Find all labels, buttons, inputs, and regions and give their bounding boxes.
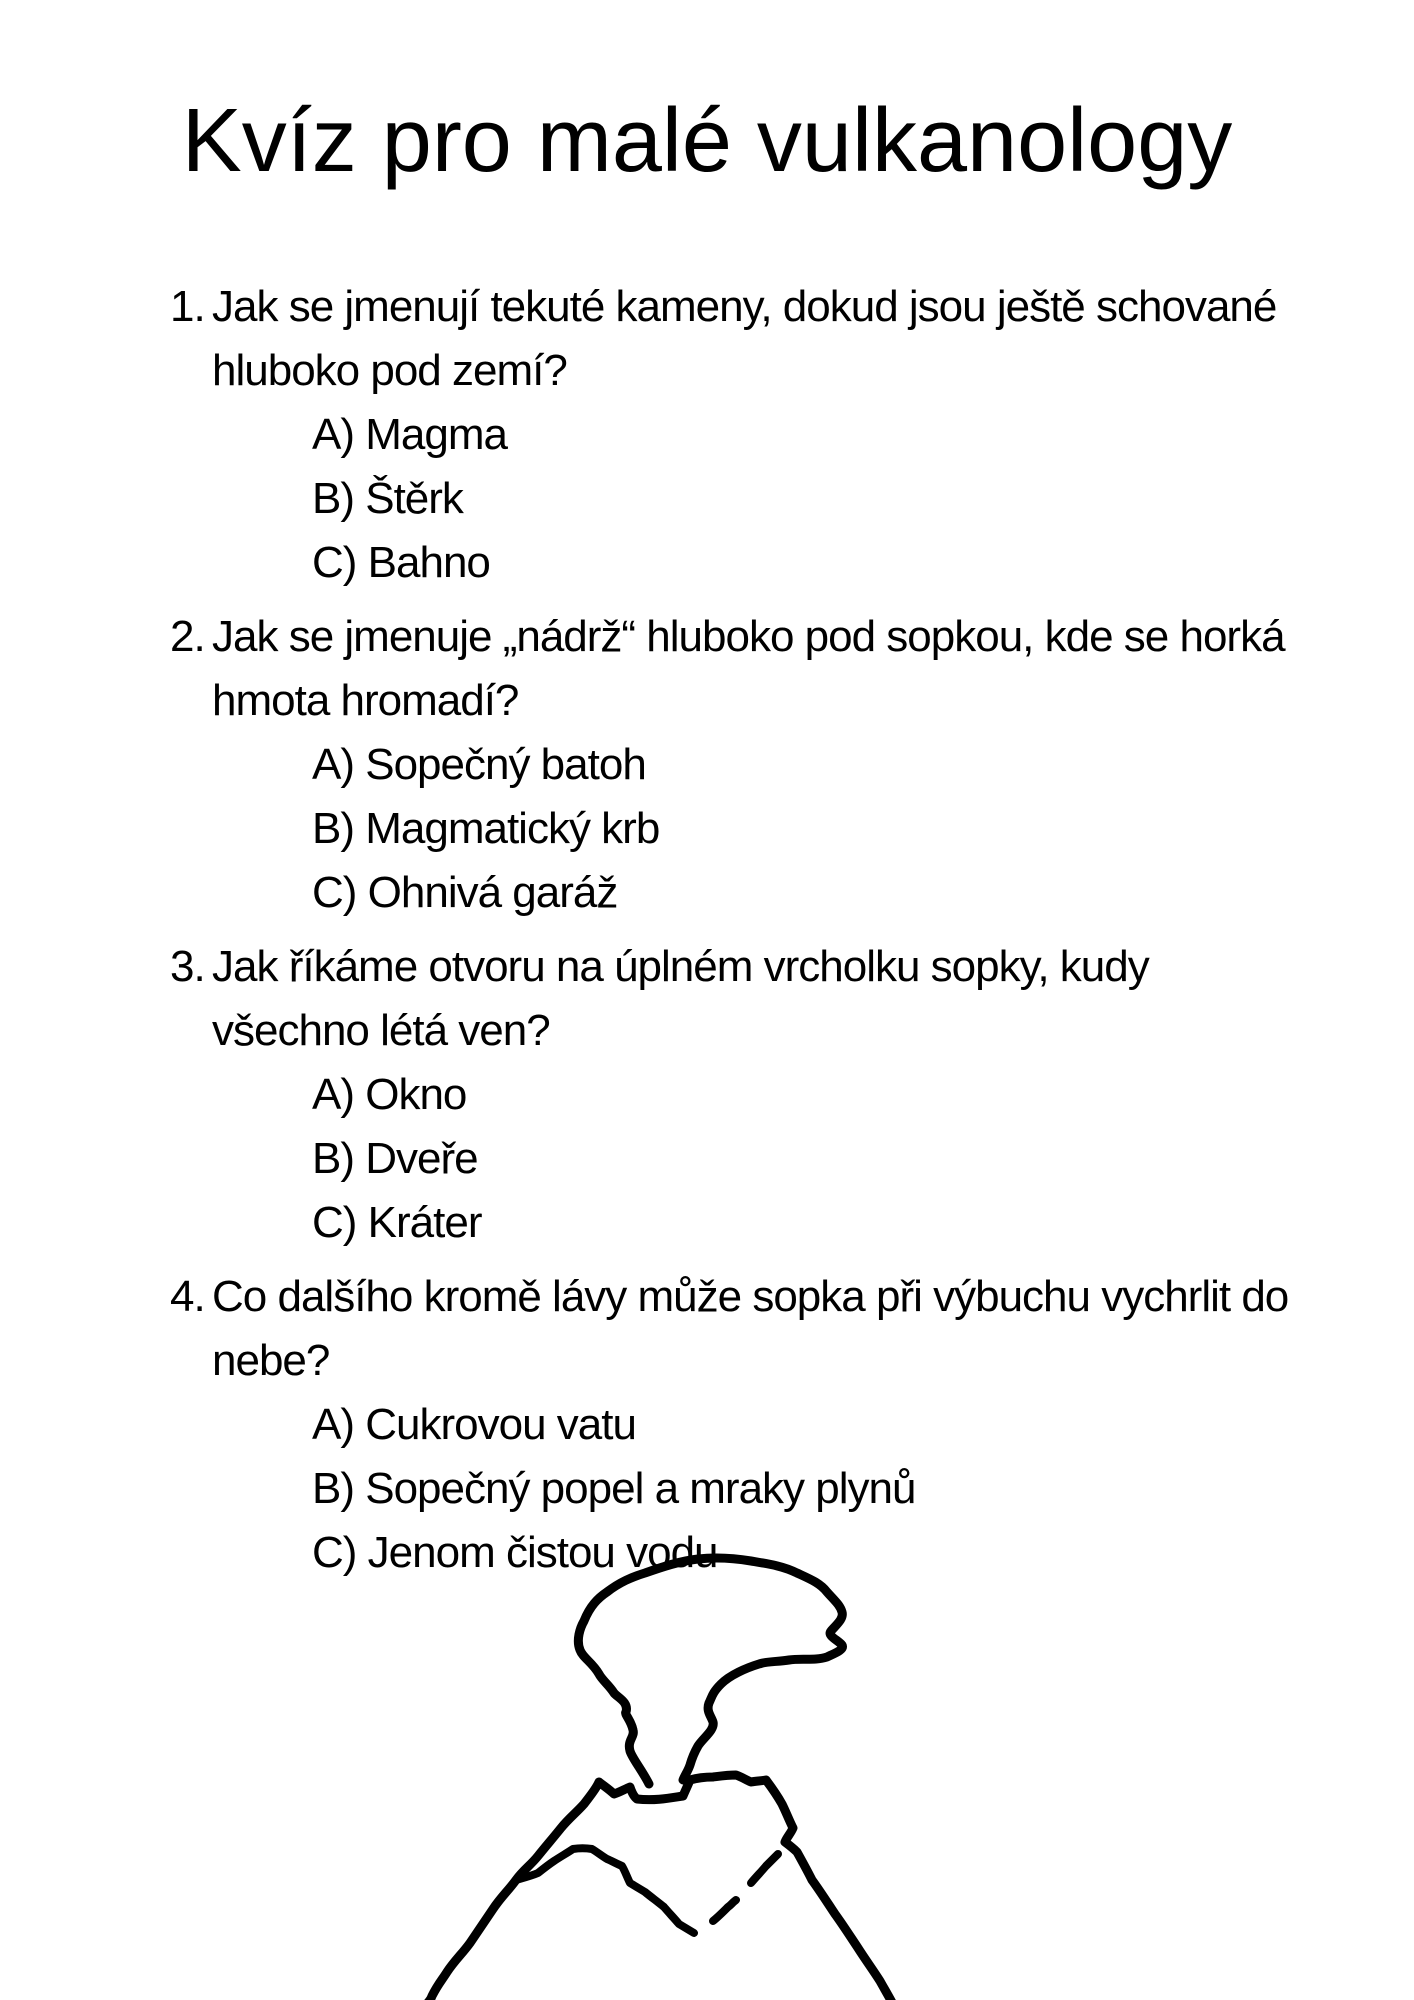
answer-option: B) Dveře [312,1134,478,1183]
answer-option: C) Ohnivá garáž [312,868,618,917]
answer-option: A) Magma [312,410,507,459]
question-block [170,605,1324,925]
question-text: Jak se jmenují tekuté kameny, dokud jsou ještě schované [212,282,1277,331]
answer-option: B) Sopečný popel a mraky plynů [312,1464,916,1513]
question-line-2: nebe? [212,1336,330,1385]
answer-option: A) Cukrovou vatu [312,1400,636,1449]
question-line-2: hluboko pod zemí? [212,346,567,395]
smoke-cloud-outline [578,1558,842,1784]
question-number: 1. [170,282,205,331]
question-number: 4. [170,1272,205,1321]
answer-option: B) Magmatický krb [312,804,660,853]
answer-option: C) Jenom čistou vodu [312,1528,718,1577]
question-line-1 [170,935,1324,999]
question-line-2: všechno létá ven? [212,1006,550,1055]
question-line-1 [170,275,1324,339]
answer-option: A) Sopečný batoh [312,740,646,789]
question-block [170,275,1324,595]
question-line-2: hmota hromadí? [212,676,519,725]
question-list [0,275,1414,1585]
answer-option: C) Bahno [312,538,490,587]
question-block [170,935,1324,1255]
answer-option: B) Štěrk [312,474,463,523]
snow-line [516,1848,778,1933]
question-text: Jak se jmenuje „nádrž“ hluboko pod sopkou, kde se horká [212,612,1285,661]
question-text: Jak říkáme otvoru na úplném vrcholku sopky, kudy [212,942,1149,991]
question-line-1 [170,605,1324,669]
answer-option: A) Okno [312,1070,467,1119]
question-line-1 [170,1265,1324,1329]
question-number: 3. [170,942,205,991]
answer-option: C) Kráter [312,1198,482,1247]
question-number: 2. [170,612,205,661]
page-title: Kvíz pro malé vulkanology [181,91,1233,191]
volcano-silhouette [424,1775,896,2000]
volcano-illustration [280,1530,1040,2000]
question-text: Co dalšího kromě lávy může sopka při výbuchu vychrlit do [212,1272,1289,1321]
